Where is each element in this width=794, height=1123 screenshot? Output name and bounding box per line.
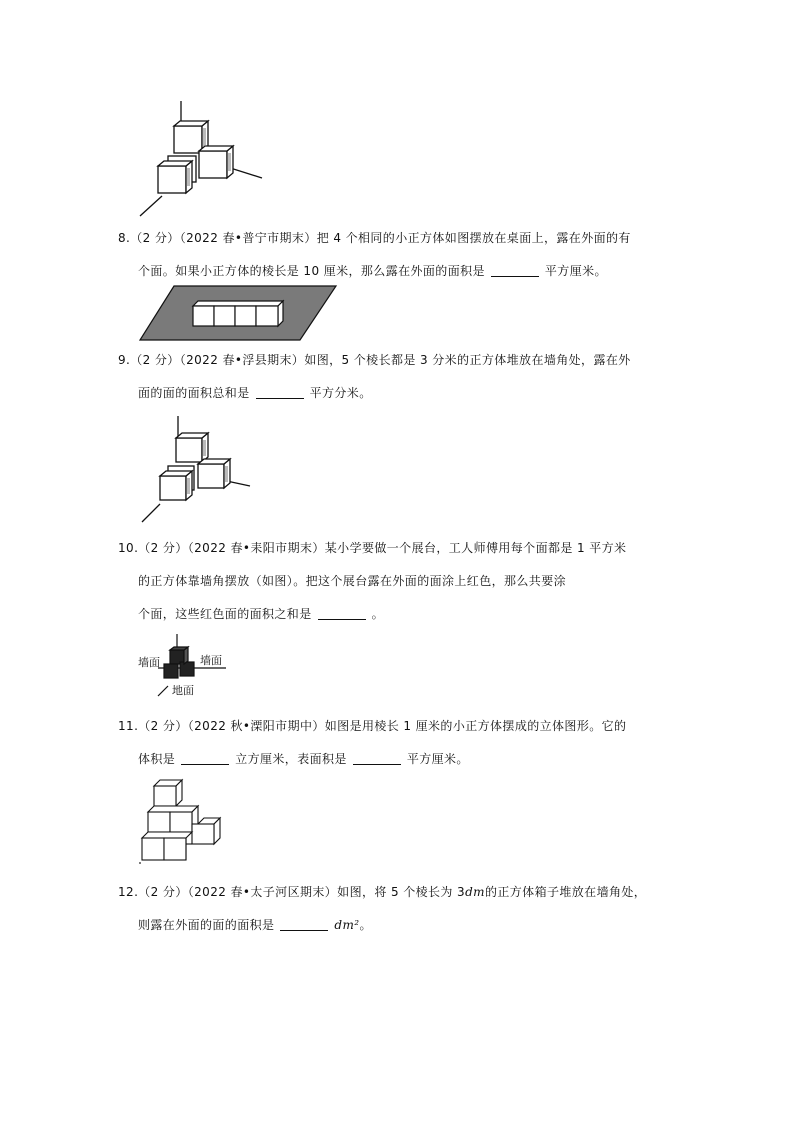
q10-line3-end: 。 [371,607,385,621]
q8-answer-blank[interactable] [491,264,539,277]
q12-line1-text-b: 的正方体箱子堆放在墙角处， [484,885,647,899]
corner-cubes-figure-top [134,96,274,221]
q11-line2 [118,743,678,776]
q8-line1: 8.（2 分）（2022 春•普宁市期末）把 4 个相同的小正方体如图摆放在桌面上，露在外面的有 [118,231,631,245]
question-12 [118,876,678,942]
q10-answer-blank[interactable] [318,607,366,620]
q12-line2-text: 则露在外面的面的面积是 [138,918,275,932]
q9-answer-blank[interactable] [256,386,304,399]
question-9 [118,344,678,410]
floor-label: 地面 [172,684,194,697]
q12-line1-unit: dm [465,885,485,899]
display-stand-figure [138,632,238,698]
question-10 [118,532,678,631]
q12-line2 [118,909,678,942]
q9-line2-text: 面的面的面积总和是 [138,386,250,400]
q11-line2-text-a: 体积是 [138,752,176,766]
q12-line1 [118,885,646,899]
q12-line2-end: 。 [359,918,372,932]
q12-line1-text-a: 12.（2 分）（2022 春•太子河区期末）如图，将 5 个棱长为 3 [118,885,466,899]
q12-line2-unit: dm² [334,918,360,932]
q8-line2-text: 个面。如果小正方体的棱长是 10 厘米，那么露在外面的面积是 [138,264,485,278]
cubes-on-table-figure [138,284,340,344]
q10-line1: 10.（2 分）（2022 春•耒阳市期末）某小学要做一个展台，工人师傅用每个面都是 1 平方米 [118,541,627,555]
q11-line2-text-c: 平方厘米。 [406,752,469,766]
q11-volume-blank[interactable] [181,752,229,765]
stepped-cubes-figure [138,778,228,868]
q11-line2-text-b: 立方厘米，表面积是 [235,752,347,766]
q8-line2-unit: 平方厘米。 [544,264,607,278]
question-11 [118,710,678,776]
q12-answer-blank[interactable] [280,918,328,931]
wall-label-left: 墙面 [138,656,160,669]
q11-line1: 11.（2 分）（2022 秋•溧阳市期中）如图是用棱长 1 厘米的小正方体摆成的立体图形。它的 [118,719,627,733]
q11-surface-blank[interactable] [353,752,401,765]
q9-line2-unit: 平方分米。 [309,386,372,400]
q10-line3-text: 个面，这些红色面的面积之和是 [138,607,312,621]
q10-line2: 的正方体靠墙角摆放（如图）。把这个展台露在外面的面涂上红色，那么共要涂 [138,574,567,588]
wall-label-right: 墙面 [200,654,222,667]
q9-line2 [118,377,678,410]
corner-cubes-figure-q9 [138,414,256,526]
question-8 [118,222,678,288]
q9-line1: 9.（2 分）（2022 春•浮县期末）如图，5 个棱长都是 3 分米的正方体堆放在墙角处，露在外 [118,353,631,367]
q10-line3 [118,598,678,631]
